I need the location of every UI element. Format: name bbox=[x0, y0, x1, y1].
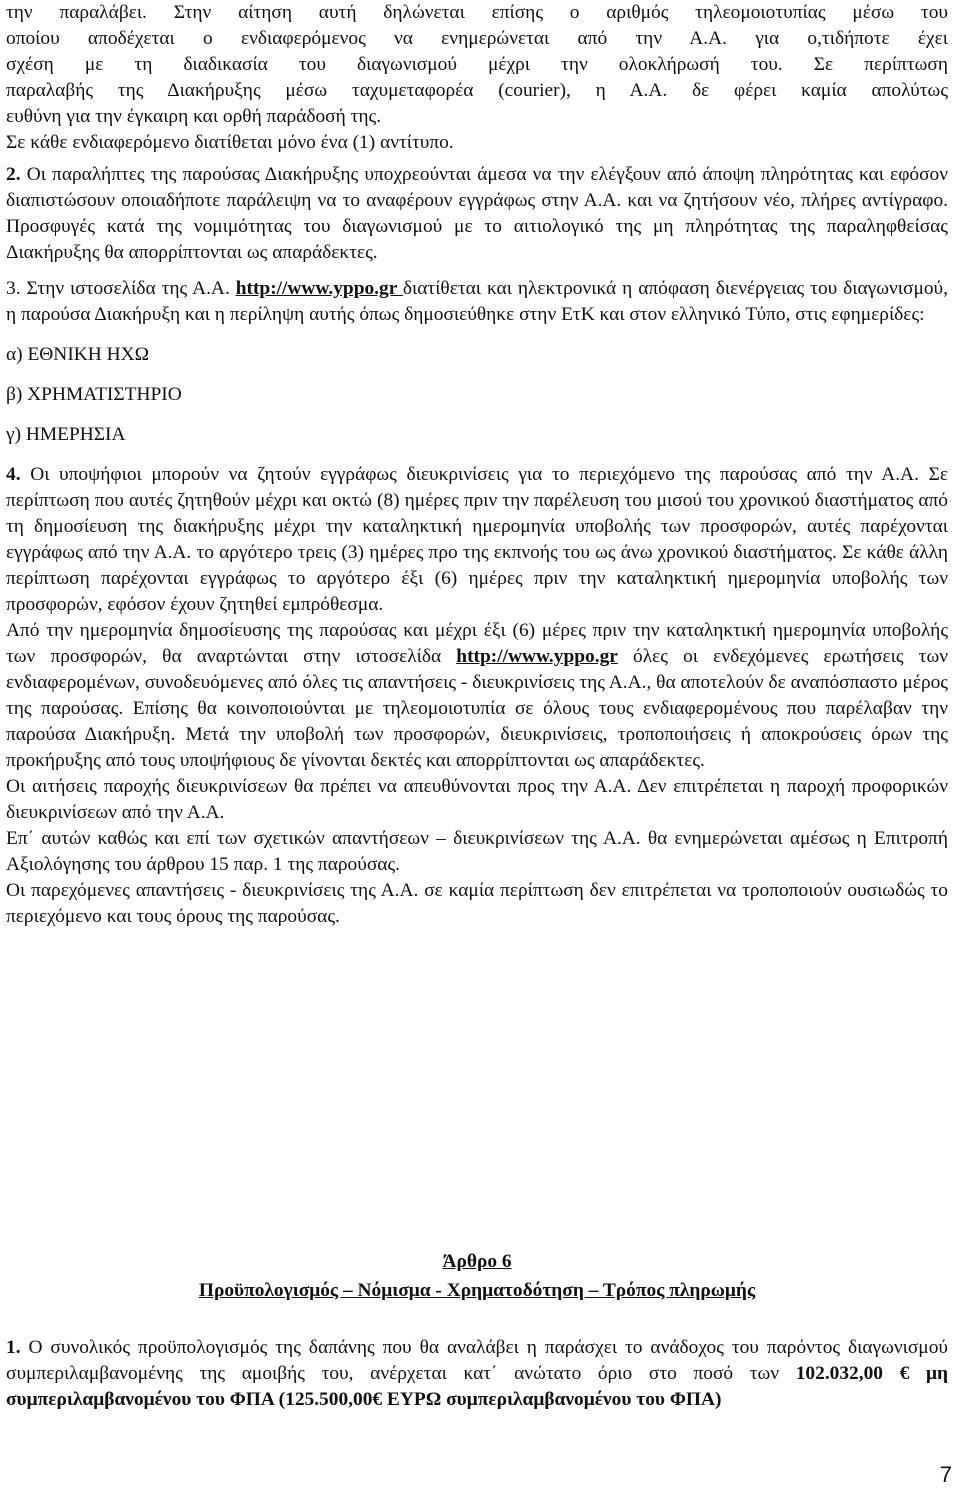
page-number: 7 bbox=[939, 1462, 952, 1487]
paragraph-text: Από την ημερομηνία δημοσίευσης της παρούσας και μέχρι έξι (6) μέρες πριν την καταληκτική ημερομηνία υποβολής των προσφορών, θα αναρτώνται στην ιστοσελίδα bbox=[6, 620, 948, 667]
paragraph-answers: Οι παρεχόμενες απαντήσεις - διευκρινίσεις της Α.Α. σε καμία περίπτωση δεν επιτρέπεται να τροποποιούν ουσιωδώς το περιεχόμενο και τους όρους της παρούσας. bbox=[6, 880, 948, 927]
paragraph-requests: Οι αιτήσεις παροχής διευκρινίσεων θα πρέπει να απευθύνονται προς την Α.Α. Δεν επιτρέπεται η παροχή προφορικών διευκρινίσεων από την Α.Α. bbox=[6, 776, 948, 823]
section-number: 4. bbox=[6, 464, 21, 485]
section-text: Ο συνολικός προϋπολογισμός της δαπάνης που θα αναλάβει η παράσχει το ανάδοχος του παρόντος διαγωνισμού συμπεριλαμβανομένης της αμοιβής του, ανέρχεται κατ΄ ανώτατο όριο στο ποσό των bbox=[6, 1337, 948, 1384]
article-title: Άρθρο 6 bbox=[442, 1251, 512, 1272]
text-line: σχέση με τη διαδικασία του διαγωνισμού μέχρι την ολοκλήρωσή του. Σε περίπτωση bbox=[6, 54, 948, 75]
section-text: Οι παραλήπτες της παρούσας Διακήρυξης υποχρεούνται άμεσα να την ελέγξουν από άποψη πληρότητας και εφόσον διαπιστώσουν οποιαδήποτε παράλειψη να το αναφέρουν εγγράφως στην Α.Α. και να ζητήσουν νέο, πλήρες αντίγραφο. Προσφυγές κατά της νομιμότητας του διαγωνισμού με το αιτιολογικό της μη πληρότητας της παραληφθείσας Διακήρυξης θα απορρίπτονται ως απαράδεκτες. bbox=[6, 164, 949, 263]
text-line: Σε κάθε ενδιαφερόμενο διατίθεται μόνο ένα (1) αντίτυπο. bbox=[6, 132, 454, 153]
article-heading bbox=[6, 1249, 948, 1304]
text-line: ευθύνη για την έγκαιρη και ορθή παράδοσή της. bbox=[6, 106, 382, 127]
section-number: 2. bbox=[6, 164, 21, 185]
website-link[interactable]: http://www.yppo.gr bbox=[235, 278, 403, 299]
section-text: διατίθεται και ηλεκτρονικά η απόφαση διενέργειας του διαγωνισμού, η παρούσα Διακήρυξη και η περίληψη αυτής όπως δημοσιεύθηκε στην ΕτΚ και στον ελληνικό Τύπο, στις εφημερίδες: bbox=[6, 278, 948, 325]
section-text: 3. Στην ιστοσελίδα της Α.Α. bbox=[6, 278, 236, 299]
text-line: παραλαβής της Διακήρυξης μέσω ταχυμεταφορέα (courier), η Α.Α. δε φέρει καμία απολύτως bbox=[6, 80, 948, 101]
text-line: την παραλάβει. Στην αίτηση αυτή δηλώνεται επίσης ο αριθμός τηλεομοιοτυπίας μέσω του bbox=[6, 2, 948, 23]
paragraph-text: όλες οι ενδεχόμενες ερωτήσεις των ενδιαφερομένων, συνοδευόμενες από όλες τις απαντήσεις - διευκρινίσεις της Α.Α., θα αποτελούν δε αναπόσπαστο μέρος της παρούσας. Επίσης θα κοινοποιούνται με τηλεομοιοτυπία σε όλους τους ενδιαφερομένους που παρέλαβαν την παρούσα Διακήρυξη. Μετά την υποβολή των προσφορών, διευκρινίσεις, τροποποιήσεις ή αποκρούσεις όρων της προκήρυξης από τους υποψήφιους δε γίνονται δεκτές και απορρίπτονται ως απαράδεκτες. bbox=[6, 646, 948, 771]
text-line: οποίου αποδέχεται ο ενδιαφερόμενος να ενημερώνεται από την Α.Α. για ο,τιδήποτε έχει bbox=[6, 28, 948, 49]
section-2 bbox=[6, 162, 948, 266]
paragraph-committee: Επ΄ αυτών καθώς και επί των σχετικών απαντήσεων – διευκρινίσεων της Α.Α. θα ενημερώνεται αμέσως η Επιτροπή Αξιολόγησης του άρθρου 15 παρ. 1 της παρούσας. bbox=[6, 828, 948, 875]
paragraph-courier bbox=[6, 0, 948, 156]
budget-amount: 102.032,00 € μη συμπεριλαμβανομένου του ΦΠΑ (125.500,00€ ΕΥΡΩ συμπεριλαμβανομένου του ΦΠΑ) bbox=[6, 1363, 948, 1410]
article-6-section-1 bbox=[6, 1335, 948, 1413]
section-4 bbox=[6, 462, 948, 618]
newspaper-item: β) ΧΡΗΜΑΤΙΣΤΗΡΙΟ bbox=[6, 384, 182, 405]
newspaper-item: α) ΕΘΝΙΚΗ ΗΧΩ bbox=[6, 344, 150, 365]
paragraph-questions bbox=[6, 618, 948, 774]
section-text: Οι υποψήφιοι μπορούν να ζητούν εγγράφως διευκρινίσεις για το περιεχόμενο της παρούσας από την Α.Α. Σε περίπτωση που αυτές ζητηθούν μέχρι και οκτώ (8) ημέρες πριν την παρέλευση του μισού του χρονικού διαστήματος από τη δημοσίευση της διακήρυξης μέχρι την καταληκτική ημερομηνία υποβολής των προσφορών, αυτές παρέχονται εγγράφως από την Α.Α. το αργότερο τρεις (3) ημέρες προ της εκπνοής του ως άνω χρονικού διαστήματος. Σε κάθε άλλη περίπτωση παρέχονται εγγράφως το αργότερο έξι (6) ημέρες πριν την καταληκτική ημερομηνία υποβολής των προσφορών, εφόσον έχουν ζητηθεί εμπρόθεσμα. bbox=[6, 464, 948, 615]
newspaper-item: γ) ΗΜΕΡΗΣΙΑ bbox=[6, 424, 126, 445]
section-number: 1. bbox=[6, 1337, 21, 1358]
section-3 bbox=[6, 276, 948, 328]
article-subtitle: Προϋπολογισμός – Νόμισμα - Χρηματοδότηση – Τρόπος πληρωμής bbox=[198, 1280, 756, 1301]
website-link[interactable]: http://www.yppo.gr bbox=[456, 646, 618, 667]
